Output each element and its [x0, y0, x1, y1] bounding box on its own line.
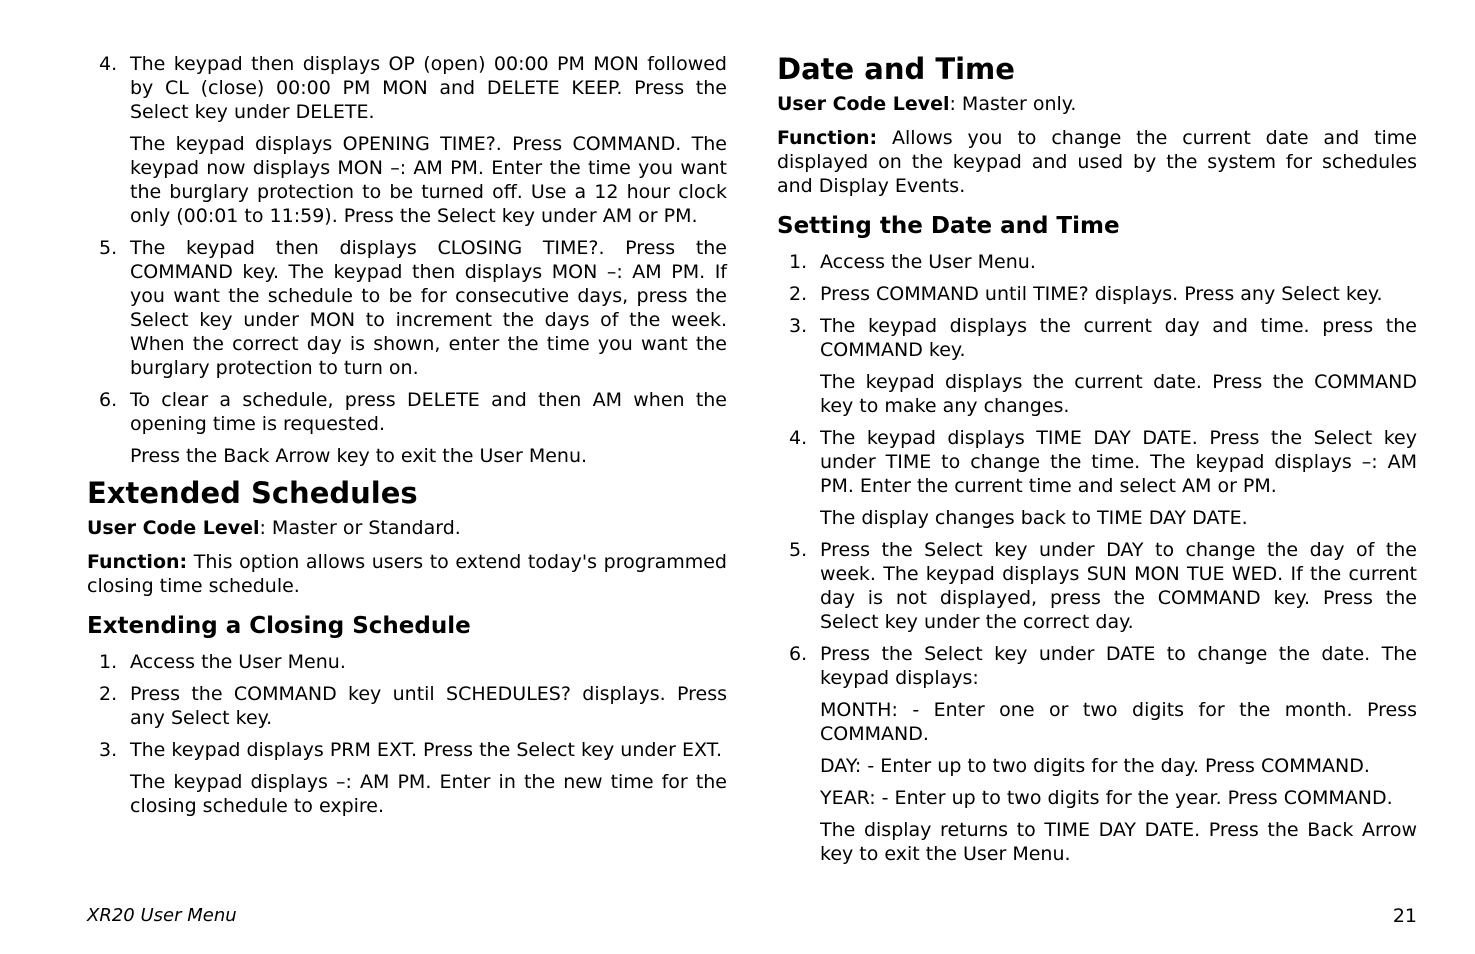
- date-time-steps-list: [777, 250, 1417, 866]
- section-title: Date and Time: [777, 52, 1015, 86]
- user-code-level: [87, 516, 727, 540]
- step-number: 6 .: [99, 388, 117, 412]
- step-subtext: The display changes back to TIME DAY DATE.: [820, 507, 1248, 529]
- label: Function:: [777, 127, 878, 149]
- step-text: Press COMMAND until TIME? displays. Press any Select key.: [820, 283, 1383, 305]
- user-code-level: [777, 92, 1417, 116]
- step-subtext: The keypad displays –: AM PM. Enter in the new time for the closing schedule to expire.: [130, 771, 727, 817]
- step-subtext: The display returns to TIME DAY DATE. Press the Back Arrow key to exit the User Menu.: [820, 819, 1417, 865]
- step-number: 1 .: [789, 250, 807, 274]
- step-number: 1 .: [99, 650, 117, 674]
- step-number: 2 .: [789, 282, 807, 306]
- subsection-title: Setting the Date and Time: [777, 213, 1120, 239]
- step-text: Press the Select key under DATE to change the date. The keypad displays:: [820, 643, 1417, 689]
- step-number: 4 .: [99, 52, 117, 76]
- step-text: The keypad then displays OP (open) 00:00 PM MON followed by CL (close) 00:00 PM MON and DELETE KEEP. Press the Select key under DELETE.: [130, 53, 727, 123]
- extend-steps-list: [87, 650, 727, 818]
- section-title: Extended Schedules: [87, 476, 418, 510]
- function-description: [87, 550, 727, 598]
- list-item: [87, 52, 727, 228]
- list-item: [87, 236, 727, 380]
- list-item: [777, 314, 1417, 418]
- step-number: 5 .: [99, 236, 117, 260]
- step-subtext: Press the Back Arrow key to exit the User Menu.: [130, 445, 588, 467]
- label: Function:: [87, 551, 188, 573]
- left-column: [87, 52, 727, 826]
- list-item: [777, 282, 1417, 306]
- value: : Master or Standard.: [259, 517, 461, 539]
- right-column: [777, 52, 1417, 874]
- step-number: 5 .: [789, 538, 807, 562]
- step-text: Access the User Menu.: [820, 251, 1036, 273]
- step-subtext: DAY: - Enter up to two digits for the day. Press COMMAND.: [820, 755, 1370, 777]
- list-item: [777, 426, 1417, 530]
- list-item: [777, 538, 1417, 634]
- function-description: [777, 126, 1417, 198]
- list-item: [87, 682, 727, 730]
- step-text: To clear a schedule, press DELETE and then AM when the opening time is requested.: [130, 389, 727, 435]
- step-number: 6 .: [789, 642, 807, 666]
- value: Allows you to change the current date and time displayed on the keypad and used by the system for schedules and Display Events.: [777, 127, 1417, 197]
- list-item: [777, 250, 1417, 274]
- list-item: [777, 642, 1417, 866]
- list-item: [87, 650, 727, 674]
- value: : Master only.: [949, 93, 1077, 115]
- step-text: The keypad displays PRM EXT. Press the Select key under EXT.: [130, 739, 723, 761]
- step-text: The keypad displays the current day and time. press the COMMAND key.: [820, 315, 1417, 361]
- step-subtext: The keypad displays the current date. Press the COMMAND key to make any changes.: [820, 371, 1417, 417]
- step-number: 3 .: [99, 738, 117, 762]
- schedule-steps-list: [87, 52, 727, 468]
- label: User Code Level: [777, 93, 950, 115]
- step-number: 2 .: [99, 682, 117, 706]
- list-item: [87, 388, 727, 468]
- step-subtext: YEAR: - Enter up to two digits for the year. Press COMMAND.: [820, 787, 1393, 809]
- step-text: The keypad displays TIME DAY DATE. Press the Select key under TIME to change the time. The keypad displays –: AM PM. Enter the current time and select AM or PM.: [820, 427, 1417, 497]
- step-number: 3 .: [789, 314, 807, 338]
- step-subtext: The keypad displays OPENING TIME?. Press COMMAND. The keypad now displays MON –: AM PM. Enter the time you want the burglary protection to be turned off. Use a 12 hour clock only (00:01 to 11:59). Press the Select key under AM or PM.: [130, 133, 727, 227]
- value: This option allows users to extend today's programmed closing time schedule.: [87, 551, 727, 597]
- step-text: Access the User Menu.: [130, 651, 346, 673]
- step-text: Press the COMMAND key until SCHEDULES? displays. Press any Select key.: [130, 683, 727, 729]
- step-text: Press the Select key under DAY to change the day of the week. The keypad displays SUN MON TUE WED. If the current day is not displayed, press the COMMAND key. Press the Select key under the correct day.: [820, 539, 1417, 633]
- subsection-title: Extending a Closing Schedule: [87, 613, 471, 639]
- page-number: 21: [1392, 905, 1417, 927]
- step-text: The keypad then displays CLOSING TIME?. Press the COMMAND key. The keypad then displays MON –: AM PM. If you want the schedule to be for consecutive days, press the Select key under MON to increment the days of the week. When the correct day is shown, enter the time you want the burglary protection to turn on.: [130, 237, 727, 379]
- step-number: 4 .: [789, 426, 807, 450]
- step-subtext: MONTH: - Enter one or two digits for the month. Press COMMAND.: [820, 699, 1417, 745]
- footer-doc-title: XR20 User Menu: [87, 905, 237, 926]
- list-item: [87, 738, 727, 818]
- label: User Code Level: [87, 517, 260, 539]
